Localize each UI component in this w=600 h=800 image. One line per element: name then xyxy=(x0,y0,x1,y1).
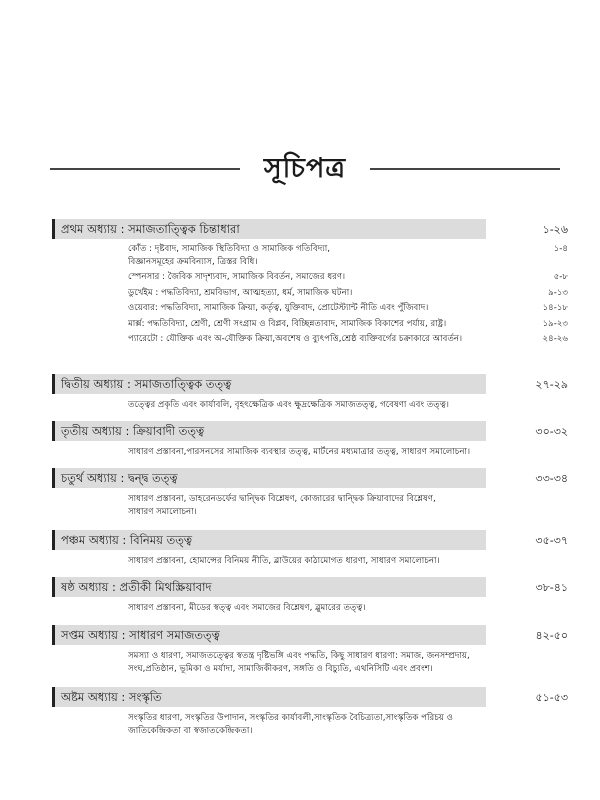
chapter-5 xyxy=(52,530,568,568)
entry-line: মার্ক্স: পদ্ধতিবিদ্যা, শ্রেণী, শ্রেণী সংগ্রাম ও বিপ্লব, বিচ্ছিন্নতাবাদ, সামাজিক বিকাশের পর্যায়, রাষ্ট্র। xyxy=(128,318,447,329)
desc-line: সাধারণ প্রস্তাবনা, মীডের স্বত্ত্ব এবং সমাজের বিশ্লেষণ, ব্লুমারের তত্ত্ব। xyxy=(128,603,366,613)
entry-line: স্পেনসার : জৈবিক সাদৃশ্যবাদ, সামাজিক বিবর্তন, সমাজের ধরণ। xyxy=(128,272,346,282)
desc-line: সাধারণ প্রস্তাবনা, ডাহরেনডর্ফের দ্বান্দ্বিক বিশ্লেষণ, কোজারের দ্বান্দ্বিক ক্রিয়াবাদের বিশ্লেষণ, xyxy=(128,494,436,504)
chapter-heading: সপ্তম অধ্যায় : সাধারণ সমাজতত্ত্ব xyxy=(52,625,486,645)
chapter-description xyxy=(128,602,568,615)
chapter-description xyxy=(128,555,568,568)
toc-entry xyxy=(128,287,568,300)
toc-entry xyxy=(128,243,568,268)
chapter-heading: দ্বিতীয় অধ্যায় : সমাজতাত্ত্বিক তত্ত্ব xyxy=(52,374,486,394)
desc-line: সাধারণ প্রস্তাবনা,পারসনসের সামাজিক ব্যবস্থার তত্ত্ব, মার্টনের মধ্যমাত্রার তত্ত্ব, সাধারণ সমালোচনা। xyxy=(128,447,471,457)
toc-entry xyxy=(128,302,568,315)
chapter-2 xyxy=(52,374,568,412)
chapter-pages: ৩৩-৩৪ xyxy=(535,472,568,485)
chapter-6 xyxy=(52,577,568,615)
chapter-description xyxy=(128,712,568,737)
toc-entry xyxy=(128,271,568,284)
toc-entry xyxy=(128,318,568,331)
chapter-description xyxy=(128,446,568,459)
chapter-pages: ৫১-৫৩ xyxy=(535,691,568,704)
chapter-pages: ৩৮-৪১ xyxy=(535,581,568,594)
desc-line: সংঘ,প্রতিষ্ঠান, ভূমিকা ও মর্যাদা, সামাজিকীকরণ, সঙ্গতি ও বিচ্যুতি, এথনিসিটি এবং প্রবংশ। xyxy=(128,663,433,674)
desc-line: তত্ত্বের প্রকৃতি এবং কার্যাবলি, বৃহৎক্ষেত্রিক এবং ক্ষুদ্রক্ষেত্রিক সমাজতত্ত্ব, গবেষণা এবং তত্ত্ব। xyxy=(128,400,449,410)
toc-entry xyxy=(128,333,568,346)
desc-line: জাতিকেন্দ্রিকতা বা স্বজাতকেন্দ্রিকতা। xyxy=(128,725,253,736)
chapter-description xyxy=(128,493,568,518)
chapter-pages: ১-২৬ xyxy=(542,223,568,236)
chapter-description xyxy=(128,650,568,675)
entry-pages: ১৯-২৩ xyxy=(542,318,568,329)
chapter-7 xyxy=(52,625,568,675)
entry-pages: ২৪-২৬ xyxy=(542,334,568,344)
entry-line: ওয়েবার: পদ্ধতিবিদ্যা, সামাজিক ক্রিয়া, কর্তৃত্ব, যুক্তিবাদ, প্রোটেস্ট্যান্ট নীতি এবং পুঁজিবাদ। xyxy=(128,303,429,313)
title-rule-right xyxy=(370,168,560,170)
chapter-heading: চতুর্থ অধ্যায় : দ্বন্দ্ব তত্ত্ব xyxy=(52,468,486,488)
chapter-heading: অষ্টম অধ্যায় : সংস্কৃতি xyxy=(52,687,486,707)
desc-line: সমস্যা ও ধারণা, সমাজতত্ত্বের স্বতন্ত্র দৃষ্টিভঙ্গি এবং পদ্ধতি, কিছু সাধারণ ধারণা: সমাজ, জনসম্প্রদায়, xyxy=(128,651,470,661)
chapter-heading: ষষ্ঠ অধ্যায় : প্রতীকী মিথস্ক্রিয়াবাদ xyxy=(52,577,486,597)
entry-line: প্যারেটো : যৌক্তিক এবং অ-যৌক্তিক ক্রিয়া,অবশেষ ও ব্যুৎপত্তি,শ্রেষ্ঠ ব্যক্তিবর্গের চক্রাকারে আবর্তন। xyxy=(128,334,463,344)
chapter-pages: ৩৫-৩৭ xyxy=(535,534,568,547)
chapter-heading: তৃতীয় অধ্যায় : ক্রিয়াবাদী তত্ত্ব xyxy=(52,421,486,441)
desc-line: সংস্কৃতির ধারণা, সংস্কৃতির উপাদান, সংস্কৃতির কার্যাবলী,সাংস্কৃতিক বৈচিত্র্যতা,সাংস্কৃতিক পরিচয় ও xyxy=(128,713,453,723)
chapter-heading: প্রথম অধ্যায় : সমাজতাত্ত্বিক চিন্তাধারা xyxy=(52,219,486,239)
title-block xyxy=(50,148,560,184)
chapter-pages: ২৭-২৯ xyxy=(535,378,568,391)
desc-line: সাধারণ প্রস্তাবনা, হোমান্সের বিনিময় নীতি, ব্লাউয়ের কাঠামোগত ধারণা, সাধারণ সমালোচনা। xyxy=(128,556,440,566)
entry-pages: ১৪-১৮ xyxy=(542,303,568,313)
chapter-pages: ৩০-৩২ xyxy=(535,425,568,438)
chapter-description xyxy=(128,399,568,412)
chapter-8 xyxy=(52,687,568,737)
chapter-1 xyxy=(52,219,568,349)
chapter-heading: পঞ্চম অধ্যায় : বিনিময় তত্ত্ব xyxy=(52,530,486,550)
entry-pages: ৯-১৩ xyxy=(548,287,568,298)
entry-list xyxy=(128,243,568,346)
entry-pages: ১-৪ xyxy=(553,244,568,254)
chapter-pages: ৪২-৫০ xyxy=(535,629,568,642)
page-title: সূচিপত্র xyxy=(263,153,347,184)
entry-pages: ৫-৮ xyxy=(553,272,568,282)
entry-line: বিজ্ঞানসমূহের ক্রমবিন্যাস, ত্রিস্তর বিধি। xyxy=(128,256,258,267)
chapter-3 xyxy=(52,421,568,459)
entry-line: কোঁত : দৃষ্টবাদ, সামাজিক স্থিতিবিদ্যা ও সামাজিক গতিবিদ্যা, xyxy=(128,244,330,254)
entry-line: ডুর্খেইম : পদ্ধতিবিদ্যা, শ্রমবিভাগ, আত্মহত্যা, ধর্ম, সামাজিক ঘটনা। xyxy=(128,287,353,298)
chapter-4 xyxy=(52,468,568,518)
desc-line: সাধারণ সমালোচনা। xyxy=(128,506,197,517)
